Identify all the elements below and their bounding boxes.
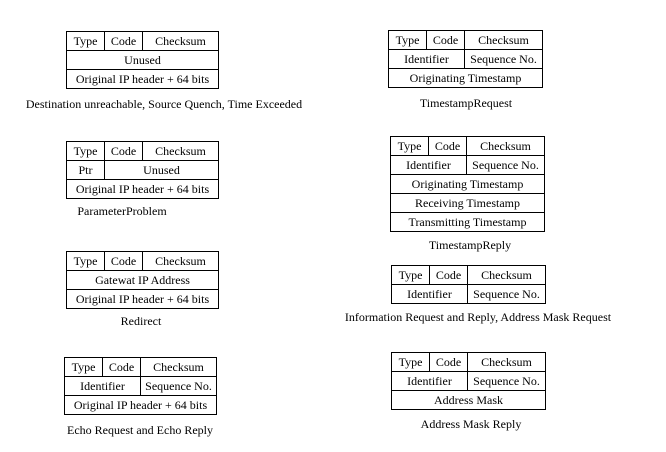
- type-field: Type: [67, 32, 105, 51]
- sequence-field: Sequence No.: [468, 372, 546, 391]
- receiving-timestamp-field: Receiving Timestamp: [391, 194, 545, 213]
- caption-address-mask-reply: Address Mask Reply: [420, 417, 522, 431]
- checksum-field: Checksum: [468, 266, 546, 285]
- original-ip-field: Original IP header + 64 bits: [65, 396, 217, 415]
- identifier-field: Identifier: [65, 377, 141, 396]
- type-field: Type: [65, 358, 103, 377]
- address-mask-field: Address Mask: [392, 391, 546, 410]
- sequence-field: Sequence No.: [468, 285, 546, 304]
- sequence-field: Sequence No.: [467, 156, 545, 175]
- packet-destination-unreachable: [66, 31, 219, 89]
- code-field: Code: [430, 353, 468, 372]
- originating-timestamp-field: Originating Timestamp: [391, 175, 545, 194]
- unused-field: Unused: [105, 161, 219, 180]
- type-field: Type: [391, 137, 429, 156]
- identifier-field: Identifier: [389, 50, 465, 69]
- ptr-field: Ptr: [67, 161, 105, 180]
- code-field: Code: [427, 31, 465, 50]
- packet-information-request: [391, 265, 546, 304]
- code-field: Code: [103, 358, 141, 377]
- checksum-field: Checksum: [143, 252, 219, 271]
- caption-echo: Echo Request and Echo Reply: [67, 423, 213, 437]
- packet-redirect: [66, 251, 219, 309]
- caption-redirect: Redirect: [120, 314, 162, 328]
- type-field: Type: [392, 266, 430, 285]
- checksum-field: Checksum: [467, 137, 545, 156]
- packet-parameter-problem: [66, 141, 219, 199]
- identifier-field: Identifier: [391, 156, 467, 175]
- code-field: Code: [429, 137, 467, 156]
- original-ip-field: Original IP header + 64 bits: [67, 180, 219, 199]
- unused-field: Unused: [67, 51, 219, 70]
- packet-timestamp-reply: [390, 136, 545, 232]
- type-field: Type: [389, 31, 427, 50]
- code-field: Code: [105, 32, 143, 51]
- sequence-field: Sequence No.: [141, 377, 217, 396]
- caption-parameter-problem: ParameterProblem: [77, 204, 167, 218]
- identifier-field: Identifier: [392, 285, 468, 304]
- packet-timestamp-request: [388, 30, 543, 88]
- packet-echo: [64, 357, 217, 415]
- packet-address-mask-reply: [391, 352, 546, 410]
- type-field: Type: [67, 252, 105, 271]
- original-ip-field: Original IP header + 64 bits: [67, 290, 219, 309]
- original-ip-field: Original IP header + 64 bits: [67, 70, 219, 89]
- type-field: Type: [392, 353, 430, 372]
- code-field: Code: [430, 266, 468, 285]
- caption-timestamp-request: TimestampRequest: [419, 96, 513, 110]
- checksum-field: Checksum: [141, 358, 217, 377]
- code-field: Code: [105, 142, 143, 161]
- checksum-field: Checksum: [465, 31, 543, 50]
- checksum-field: Checksum: [468, 353, 546, 372]
- caption-timestamp-reply: TimestampReply: [428, 238, 512, 252]
- type-field: Type: [67, 142, 105, 161]
- gateway-ip-field: Gatewat IP Address: [67, 271, 219, 290]
- caption-information-request: Information Request and Reply, Address Mask Request: [344, 310, 612, 324]
- originating-timestamp-field: Originating Timestamp: [389, 69, 543, 88]
- checksum-field: Checksum: [143, 142, 219, 161]
- code-field: Code: [105, 252, 143, 271]
- checksum-field: Checksum: [143, 32, 219, 51]
- transmitting-timestamp-field: Transmitting Timestamp: [391, 213, 545, 232]
- sequence-field: Sequence No.: [465, 50, 543, 69]
- caption-destination-unreachable: Destination unreachable, Source Quench, Time Exceeded: [25, 97, 303, 111]
- identifier-field: Identifier: [392, 372, 468, 391]
